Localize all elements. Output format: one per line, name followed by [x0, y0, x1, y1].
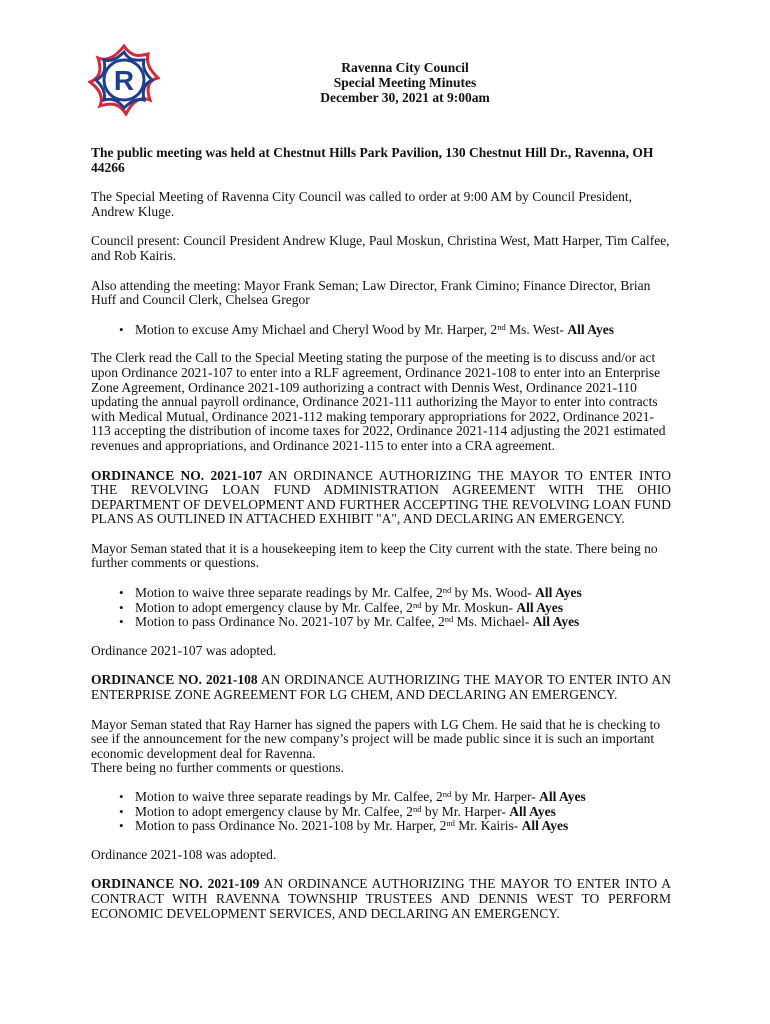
ordinance-107-heading: ORDINANCE NO. 2021-107 AN ORDINANCE AUTHORIZING THE MAYOR TO ENTER INTO THE REVOLVING LOAN FUND ADMINISTRATION AGREEMENT WITH THE OHIO DEPARTMENT OF DEVELOPMENT AND FURTHER ACCEPTING THE REVOLVING LOAN FUND PLANS AS OUTLINED IN ATTACHED EXHIBIT "A", AND DECLARING AN EMERGENCY.	[91, 467, 671, 527]
ravenna-logo	[88, 44, 160, 116]
also-attending: Also attending the meeting: Mayor Frank Seman; Law Director, Frank Cimino; Finance Director, Brian Huff and Council Clerk, Chelsea Gregor	[91, 277, 651, 308]
council-present: Council present: Council President Andrew Kluge, Paul Moskun, Christina West, Matt Harper, Tim Calfee, and Rob Kairis.	[91, 233, 670, 263]
ordinance-109-heading: ORDINANCE NO. 2021-109 AN ORDINANCE AUTHORIZING THE MAYOR TO ENTER INTO A CONTRACT WITH RAVENNA TOWNSHIP TRUSTEES AND DENNIS WEST TO PERFORM ECONOMIC DEVELOPMENT SERVICES, AND DECLARING AN EMERGENCY.	[91, 876, 671, 921]
list-item: • Motion to pass Ordinance No. 2021-107 by Mr. Calfee, 2nd Ms. Michael- All Ayes	[135, 615, 671, 630]
excuse-motion-list	[91, 323, 671, 338]
document-header	[280, 60, 530, 105]
ordinance-108-motions	[91, 790, 671, 834]
ordinance-107-motions	[91, 586, 671, 630]
header-line-2: Special Meeting Minutes	[333, 75, 477, 90]
meeting-location: The public meeting was held at Chestnut Hills Park Pavilion, 130 Chestnut Hill Dr., Ravenna, OH 44266	[91, 145, 654, 175]
intro-paragraph: The Special Meeting of Ravenna City Council was called to order at 9:00 AM by Council President, Andrew Kluge.	[91, 189, 633, 219]
ordinance-108-comment: Mayor Seman stated that Ray Harner has signed the papers with LG Chem. He said that he is checking to see if the announcement for the new company’s project will be made public since it is such an important economic development deal for Ravenna. There being no further comments or questions.	[91, 716, 661, 776]
ordinance-107-adopted: Ordinance 2021-107 was adopted.	[91, 642, 277, 658]
list-item: • Motion to pass Ordinance No. 2021-108 by Mr. Harper, 2nd Mr. Kairis- All Ayes	[135, 819, 671, 834]
list-item: • Motion to adopt emergency clause by Mr. Calfee, 2nd by Mr. Harper- All Ayes	[135, 805, 671, 820]
ordinance-108-adopted: Ordinance 2021-108 was adopted.	[91, 846, 277, 862]
list-item: • Motion to excuse Amy Michael and Cheryl Wood by Mr. Harper, 2nd Ms. West- All Ayes	[135, 323, 671, 338]
ordinance-108-heading: ORDINANCE NO. 2021-108 AN ORDINANCE AUTHORIZING THE MAYOR TO ENTER INTO AN ENTERPRISE ZONE AGREEMENT FOR LG CHEM, AND DECLARING AN EMERGENCY.	[91, 672, 672, 703]
list-item: • Motion to waive three separate readings by Mr. Calfee, 2nd by Ms. Wood- All Ayes	[135, 586, 671, 601]
list-item: • Motion to waive three separate readings by Mr. Calfee, 2nd by Mr. Harper- All Ayes	[135, 790, 671, 805]
header-line-1: Ravenna City Council	[341, 60, 469, 75]
document-body	[91, 146, 671, 936]
ordinance-107-comment: Mayor Seman stated that it is a housekeeping item to keep the City current with the state. There being no further comments or questions.	[91, 540, 658, 571]
logo-letter: R	[113, 65, 135, 96]
call-paragraph: The Clerk read the Call to the Special Meeting stating the purpose of the meeting is to discuss and/or act upon Ordinance 2021-107 to enter into a RLF agreement, Ordinance 2021-108 to enter into an Enterprise Zone Agreement, Ordinance 2021-109 authorizing a contract with Dennis West, Ordinance 2021-110 updating the annual payroll ordinance, Ordinance 2021-111 authorizing the Mayor to enter into contracts with Medical Mutual, Ordinance 2021-112 making temporary appropriations for 2022, Ordinance 2021-113 accepting the distribution of income taxes for 2022, Ordinance 2021-114 adjusting the 2021 estimated revenues and appropriations, and Ordinance 2021-115 to enter into a CRA agreement.	[91, 350, 666, 453]
list-item: • Motion to adopt emergency clause by Mr. Calfee, 2nd by Mr. Moskun- All Ayes	[135, 601, 671, 616]
header-line-3: December 30, 2021 at 9:00am	[320, 90, 490, 105]
